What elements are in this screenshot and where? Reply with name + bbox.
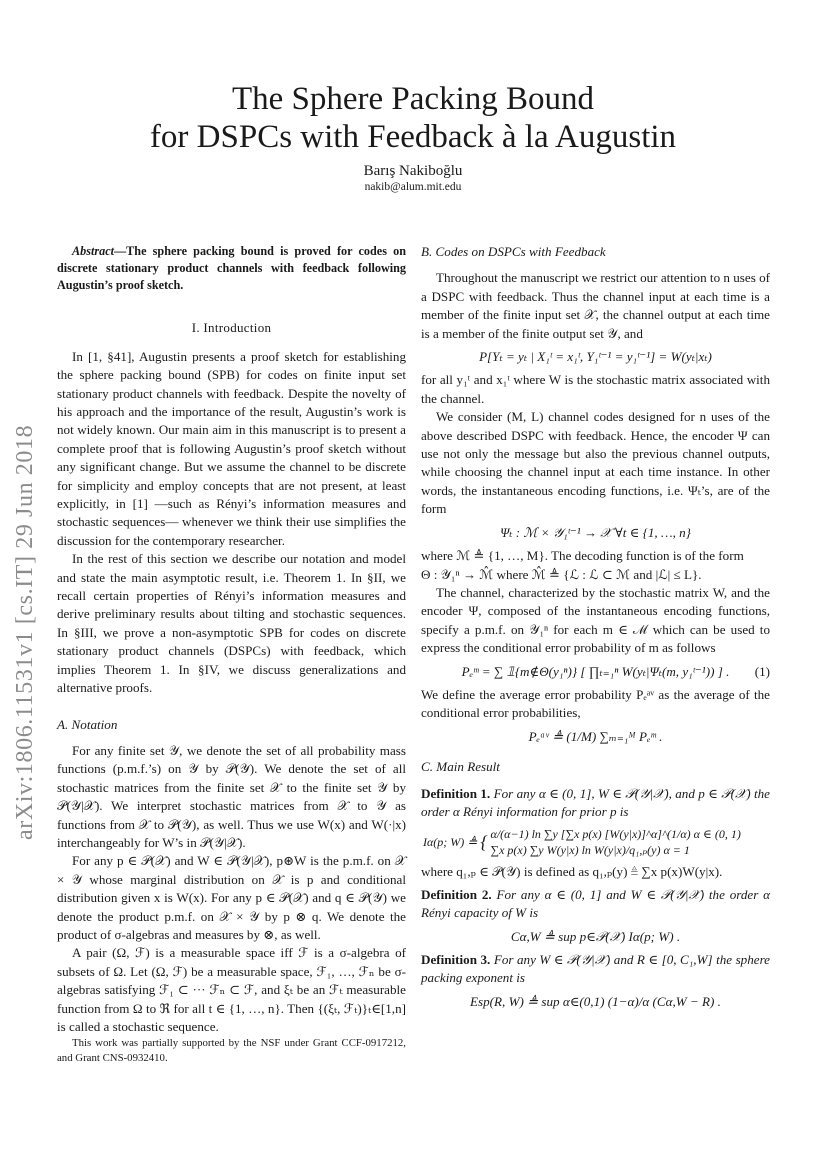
section-1-heading: I. Introduction [191, 320, 272, 336]
right-column [421, 243, 770, 1016]
renyi-capacity-equation: Cα,W ≜ sup p∈𝒫(𝒳) Iα(p; W) . [510, 928, 681, 944]
left-column [57, 243, 406, 1065]
notation-paragraph-1: For any finite set 𝒴, we denote the set of all probability mass functions (p.m.f.’s) on 𝒴 by 𝒫(𝒴). We denote the set of all stochastic matrices from the finite set 𝒳 to the finite set 𝒴 by 𝒫(𝒴|𝒳). We interpret stochastic matrices from 𝒳 to 𝒴 as functions from 𝒳 to 𝒫(𝒴), as well. Thus we use W(x) and W(·|x) interchangeably for W’s in 𝒫(𝒴|𝒳). [57, 742, 406, 850]
abstract-text: —The sphere packing bound is proved for codes on discrete stationary product channels with feedback following Augustin’s proof sketch. [57, 244, 406, 292]
definition-2 [421, 886, 770, 923]
definition-1 [421, 785, 770, 822]
codes-paragraph-1: Throughout the manuscript we restrict our attention to n uses of a DSPC with feedback. Thus the channel input at each time is a member of the finite input set 𝒳, the channel output at each time is a member of the finite output set 𝒴, and [421, 270, 770, 341]
definition-3-text: For any W ∈ 𝒫(𝒴|𝒳) and R ∈ [0, C₁,W] the sphere packing exponent is [421, 952, 770, 986]
definition-1-text: For any α ∈ (0, 1], W ∈ 𝒫(𝒴|𝒳), and p ∈ 𝒫(𝒳) the order α Rényi information for prior p is [421, 785, 770, 819]
author-name: Barış Nakiboğlu [363, 163, 463, 179]
codes-paragraph-2: for all y₁ᵗ and x₁ᵗ where W is the stochastic matrix associated with the channel. [421, 372, 770, 406]
codes-paragraph-4a: where ℳ ≜ {1, …, M}. The decoding function is of the form [421, 548, 744, 564]
renyi-information-lhs: Iα(p; W) ≜ [423, 835, 478, 850]
footnote: This work was partially supported by the NSF under Grant CCF-0917212, and Grant CNS-0932410. [57, 1037, 406, 1064]
subsection-b-heading: B. Codes on DSPCs with Feedback [421, 244, 606, 259]
arxiv-stamp: arXiv:1806.11531v1 [cs.IT] 29 Jun 2018 [12, 424, 38, 840]
error-probability-formula: Pₑᵐ = ∑ 𝟙{m∉Θ(y₁ⁿ)} [ ∏ₜ₌₁ⁿ W(yₜ|Ψₜ(m, y₁ᵗ⁻¹)) ] . [461, 663, 730, 679]
average-error-equation: Pₑᵃᵛ ≜ (1/M) ∑ₘ₌₁ᴹ Pₑᵐ . [528, 728, 663, 744]
definition-3-label: Definition 3. [421, 952, 491, 967]
definition-1-where: where q₁,ₚ ∈ 𝒫(𝒴) is defined as q₁,ₚ(y) ≜ ∑x p(x)W(y|x). [421, 864, 723, 880]
author-email: nakib@alum.mit.edu [364, 181, 462, 193]
abstract [57, 243, 406, 293]
definition-1-label: Definition 1. [421, 785, 491, 801]
subsection-c-heading: C. Main Result [421, 759, 500, 775]
equation-number-1: (1) [754, 663, 770, 679]
intro-paragraph-2: In the rest of this section we describe our notation and model and state the main asymptotic result, i.e. Theorem 1. In §II, we recall certain properties of Rényi’s information measures and derive preliminary results about tilting and stochastic sequences. In §III, we prove a non-asymptotic SPB for codes on discrete stationary product channels (DSPCs) with feedback, which implies Theorem 1. In §IV, we discuss generalizations and alternative proofs. [57, 551, 406, 696]
renyi-case-2: ∑x p(x) ∑y W(y|x) ln W(y|x)/q₁,ₚ(y) α = 1 [490, 843, 690, 858]
codes-paragraph-5: The channel, characterized by the stochastic matrix W, and the encoder Ψ, composed of the instantaneous encoding functions, specify a p.m.f. on 𝒴₁ⁿ for each m ∈ ℳ which can be used to express the conditional error probability of m as follows [421, 584, 770, 656]
left-brace-icon: { [480, 832, 488, 853]
sphere-packing-exponent-equation: Esp(R, W) ≜ sup α∈(0,1) (1−α)/α (Cα,W − R) . [470, 993, 721, 1009]
renyi-information-equation [421, 826, 770, 858]
renyi-case-1: α/(α−1) ln ∑y [∑x p(x) [W(y|x)]^α]^(1/α) α ∈ (0, 1) [490, 827, 741, 842]
codes-paragraph-6: We define the average error probability Pₑᵃᵛ as the average of the conditional error probabilities, [421, 686, 770, 721]
notation-paragraph-2: For any p ∈ 𝒫(𝒳) and W ∈ 𝒫(𝒴|𝒳), p⊛W is the p.m.f. on 𝒳 × 𝒴 whose marginal distribution on 𝒳 is p and conditional distribution given x is W(x). For any p ∈ 𝒫(𝒳) and q ∈ 𝒫(𝒴) we denote the product p.m.f. on 𝒳 × 𝒴 by p ⊗ q. We denote the product of σ-algebras and measures by ⊗, as well. [57, 853, 406, 942]
codes-paragraph-3: We consider (M, L) channel codes designed for n uses of the above described DSPC with feedback. Hence, the encoder Ψ can use not only the message but also the previous channel outputs, while choosing the channel input at each time instance. In other words, the instantaneous encoding functions, i.e. Ψₜ’s, are of the form [421, 409, 770, 517]
definition-2-text: For any α ∈ (0, 1] and W ∈ 𝒫(𝒴|𝒳) the order α Rényi capacity of W is [421, 886, 770, 921]
notation-paragraph-3: A pair (Ω, ℱ) is a measurable space iff ℱ is a σ-algebra of subsets of Ω. Let (Ω, ℱ) be a measurable space, ℱ₁, …, ℱₙ be σ-algebras satisfying ℱ₁ ⊂ ··· ℱₙ ⊂ ℱ, and ξₜ be an ℱₜ measurable function from Ω to ℜ for all t ∈ {1, …, n}. Then {(ξₜ, ℱₜ)}ₜ∈[1,n] is called a stochastic sequence. [57, 945, 406, 1035]
paper-title-line-2: for DSPCs with Feedback à la Augustin [149, 119, 677, 155]
channel-equation: P[Yₜ = yₜ | X₁ᵗ = x₁ᵗ, Y₁ᵗ⁻¹ = y₁ᵗ⁻¹] = W(yₜ|xₜ) [479, 349, 712, 365]
definition-3 [421, 951, 770, 988]
paper-title-line-1: The Sphere Packing Bound [231, 81, 595, 117]
encoder-equation: Ψₜ : ℳ × 𝒴₁ᵗ⁻¹ → 𝒳 ∀t ∈ {1, …, n} [500, 524, 691, 540]
renyi-cases [491, 826, 741, 858]
intro-paragraph-1: In [1, §41], Augustin presents a proof sketch for establishing the sphere packing bound (SPB) for codes on finite input set stationary product channels with feedback. Despite the novelty of his approach and the importance of the result, Augustin’s work is not widely known. Our main aim in this manuscript is to present a complete proof that is following Augustin’s proof sketch without any significant change. But we assume the channel to be discrete for simplicity and employ concepts that are not present, at least explicitly, in [1] —such as Rényi’s information measures and stochastic sequences— whenever we think their use simplifies the discussion for the contemporary researcher. [57, 348, 406, 548]
codes-paragraph-4b: Θ : 𝒴₁ⁿ → ℳ̂ where ℳ̂ ≜ {ℒ : ℒ ⊂ ℳ and |ℒ| ≤ L}. [421, 566, 702, 582]
abstract-label: Abstract [72, 244, 114, 258]
error-probability-equation [421, 663, 770, 681]
subsection-a-heading: A. Notation [57, 716, 118, 732]
definition-2-label: Definition 2. [421, 886, 492, 902]
